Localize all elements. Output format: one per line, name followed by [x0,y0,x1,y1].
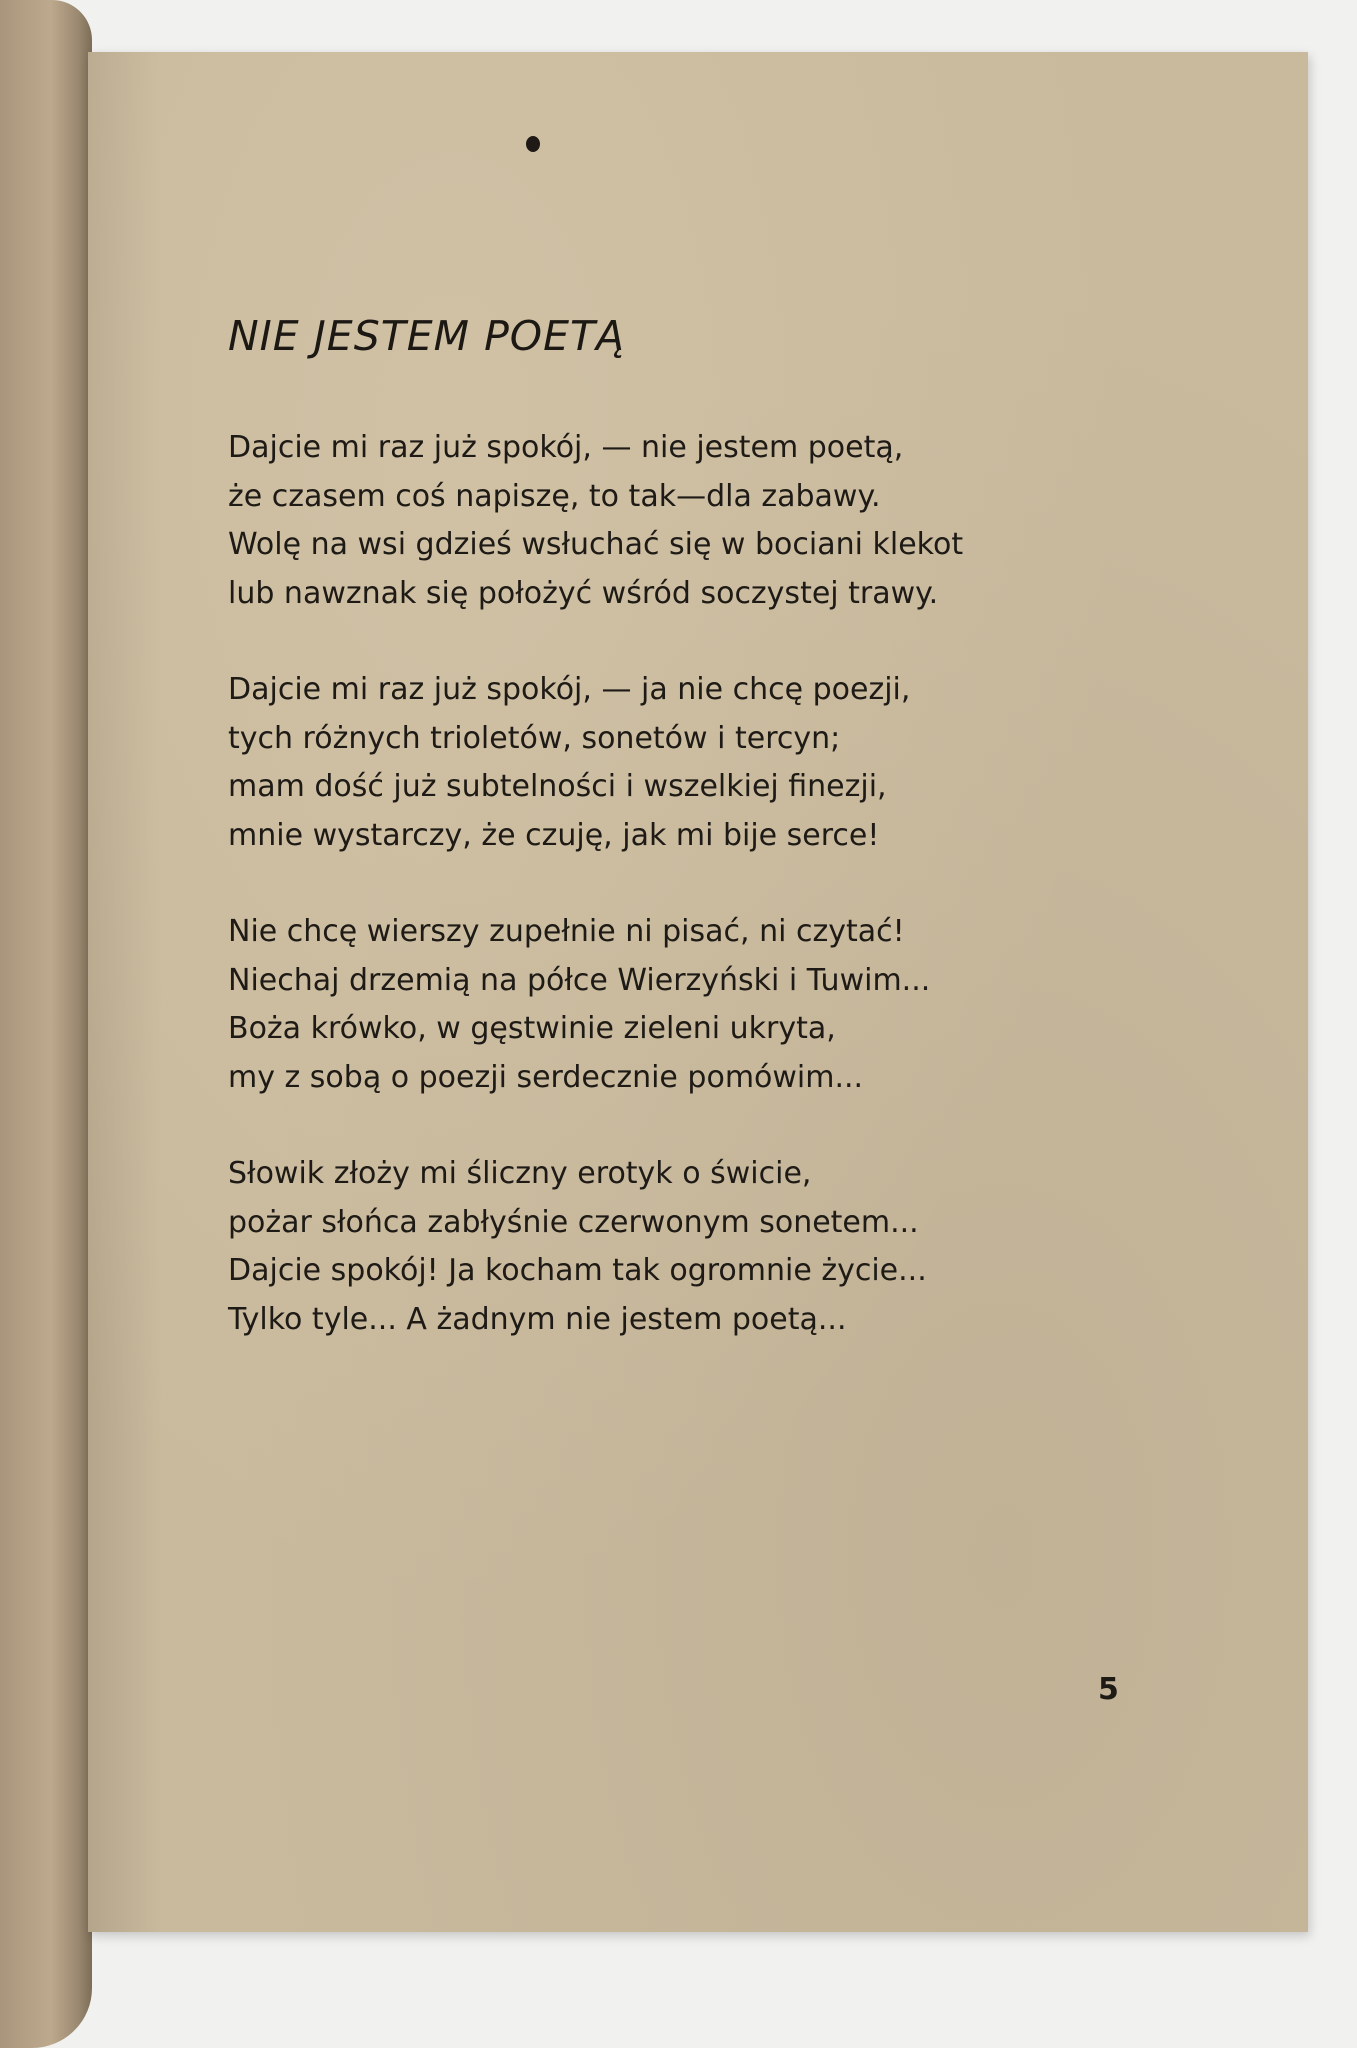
stanza-1 [228,424,1268,618]
stanza-3 [228,908,1268,1102]
book-page [88,52,1308,1932]
poem-line: Dajcie mi raz już spokój, — nie jestem poetą, [228,430,904,465]
stanza-4 [228,1150,1268,1344]
page-number: 5 [1098,1672,1119,1707]
poem-line: Słowik złoży mi śliczny erotyk o świcie, [228,1156,812,1191]
previous-page-edge [0,0,92,2048]
poem-title: NIE JESTEM POETĄ [228,312,626,360]
poem-line: mam dość już subtelności i wszelkiej finezji, [228,769,887,804]
poem-line: Wolę na wsi gdzieś wsłuchać się w bociani klekot [228,527,964,562]
poem-line: Dajcie mi raz już spokój, — ja nie chcę poezji, [228,672,911,707]
poem-line: my z sobą o poezji serdecznie pomówim... [228,1059,864,1095]
poem-body [228,424,1268,1392]
poem-line: tych różnych trioletów, sonetów i tercyn; [228,720,841,756]
poem-line: że czasem coś napiszę, to tak—dla zabawy. [228,478,881,514]
poem-line: Nie chcę wierszy zupełnie ni pisać, ni czytać! [228,914,905,949]
poem-line: Niechaj drzemią na półce Wierzyński i Tuwim... [228,962,931,998]
poem-line: Tylko tyle... A żadnym nie jestem poetą... [228,1301,847,1337]
poem-line: pożar słońca zabłyśnie czerwonym sonetem... [228,1204,919,1240]
stanza-2 [228,666,1268,860]
poem-line: Dajcie spokój! Ja kocham tak ogromnie życie... [228,1253,927,1288]
poem-line: mnie wystarczy, że czuję, jak mi bije serce! [228,817,880,853]
ink-speck [526,136,540,152]
poem-line: Boża krówko, w gęstwinie zieleni ukryta, [228,1011,836,1046]
poem-line: lub nawznak się położyć wśród soczystej trawy. [228,575,939,611]
